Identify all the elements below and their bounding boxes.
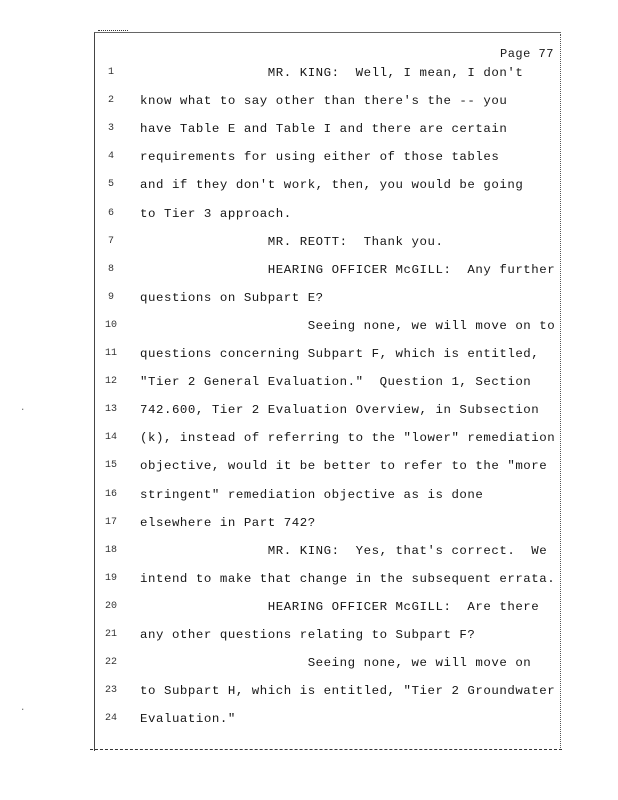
- line-number: 22: [104, 657, 117, 669]
- line-number: 18: [104, 544, 117, 556]
- line-text: have Table E and Table I and there are certain: [140, 122, 508, 137]
- line-number: 23: [104, 685, 117, 697]
- page-right-edge: [560, 34, 561, 750]
- line-number: 2: [107, 95, 114, 107]
- page-bottom-edge: [90, 749, 562, 750]
- line-number: 4: [107, 151, 114, 163]
- line-text: and if they don't work, then, you would be going: [140, 178, 524, 193]
- line-text: Seeing none, we will move on: [140, 656, 532, 671]
- line-number: 10: [104, 319, 117, 331]
- line-text: to Subpart H, which is entitled, "Tier 2 Groundwater: [140, 684, 556, 699]
- line-number: 14: [104, 432, 117, 444]
- line-number: 3: [107, 123, 114, 135]
- line-text: elsewhere in Part 742?: [140, 515, 316, 530]
- line-text: HEARING OFFICER McGILL: Any further: [140, 262, 556, 277]
- line-number: 12: [104, 376, 117, 388]
- line-number: 1: [107, 67, 114, 78]
- line-text: to Tier 3 approach.: [140, 206, 292, 221]
- line-number: 15: [104, 460, 117, 472]
- line-number: 7: [107, 235, 114, 247]
- line-text: know what to say other than there's the -- you: [140, 94, 508, 109]
- line-number: 9: [107, 291, 114, 303]
- scan-speck: ·: [20, 405, 26, 415]
- line-text: questions on Subpart E?: [140, 290, 324, 305]
- line-text: intend to make that change in the subsequent errata.: [140, 571, 556, 586]
- line-text: stringent" remediation objective as is done: [140, 487, 484, 502]
- line-text: MR. REOTT: Thank you.: [140, 234, 444, 249]
- line-number: 8: [107, 263, 114, 275]
- line-number: 16: [104, 488, 117, 500]
- line-text: Seeing none, we will move on to: [140, 318, 556, 333]
- line-text: Evaluation.": [140, 712, 236, 727]
- page-number: Page 77: [500, 47, 554, 61]
- line-number: 20: [104, 600, 117, 612]
- line-number: 24: [104, 713, 117, 725]
- transcript-page-frame: [94, 32, 561, 751]
- line-text: "Tier 2 General Evaluation." Question 1, Section: [140, 375, 532, 390]
- line-number: 19: [104, 572, 117, 584]
- line-text: MR. KING: Well, I mean, I don't: [140, 66, 524, 80]
- line-text: MR. KING: Yes, that's correct. We: [140, 543, 548, 558]
- line-text: questions concerning Subpart F, which is entitled,: [140, 347, 540, 361]
- line-number: 6: [107, 207, 114, 219]
- line-number: 5: [107, 179, 114, 191]
- line-text: 742.600, Tier 2 Evaluation Overview, in Subsection: [140, 403, 540, 418]
- line-text: any other questions relating to Subpart F?: [140, 628, 476, 642]
- line-number: 17: [104, 516, 117, 528]
- line-text: requirements for using either of those tables: [140, 150, 500, 165]
- line-number: 21: [104, 629, 117, 640]
- line-text: HEARING OFFICER McGILL: Are there: [140, 599, 540, 614]
- scan-speck: ·: [20, 705, 26, 715]
- line-number: 11: [104, 348, 117, 359]
- page-top-mark: [98, 30, 128, 31]
- line-number: 13: [104, 404, 117, 416]
- line-text: (k), instead of referring to the "lower" remediation: [140, 431, 556, 446]
- line-text: objective, would it be better to refer to the "more: [140, 459, 548, 474]
